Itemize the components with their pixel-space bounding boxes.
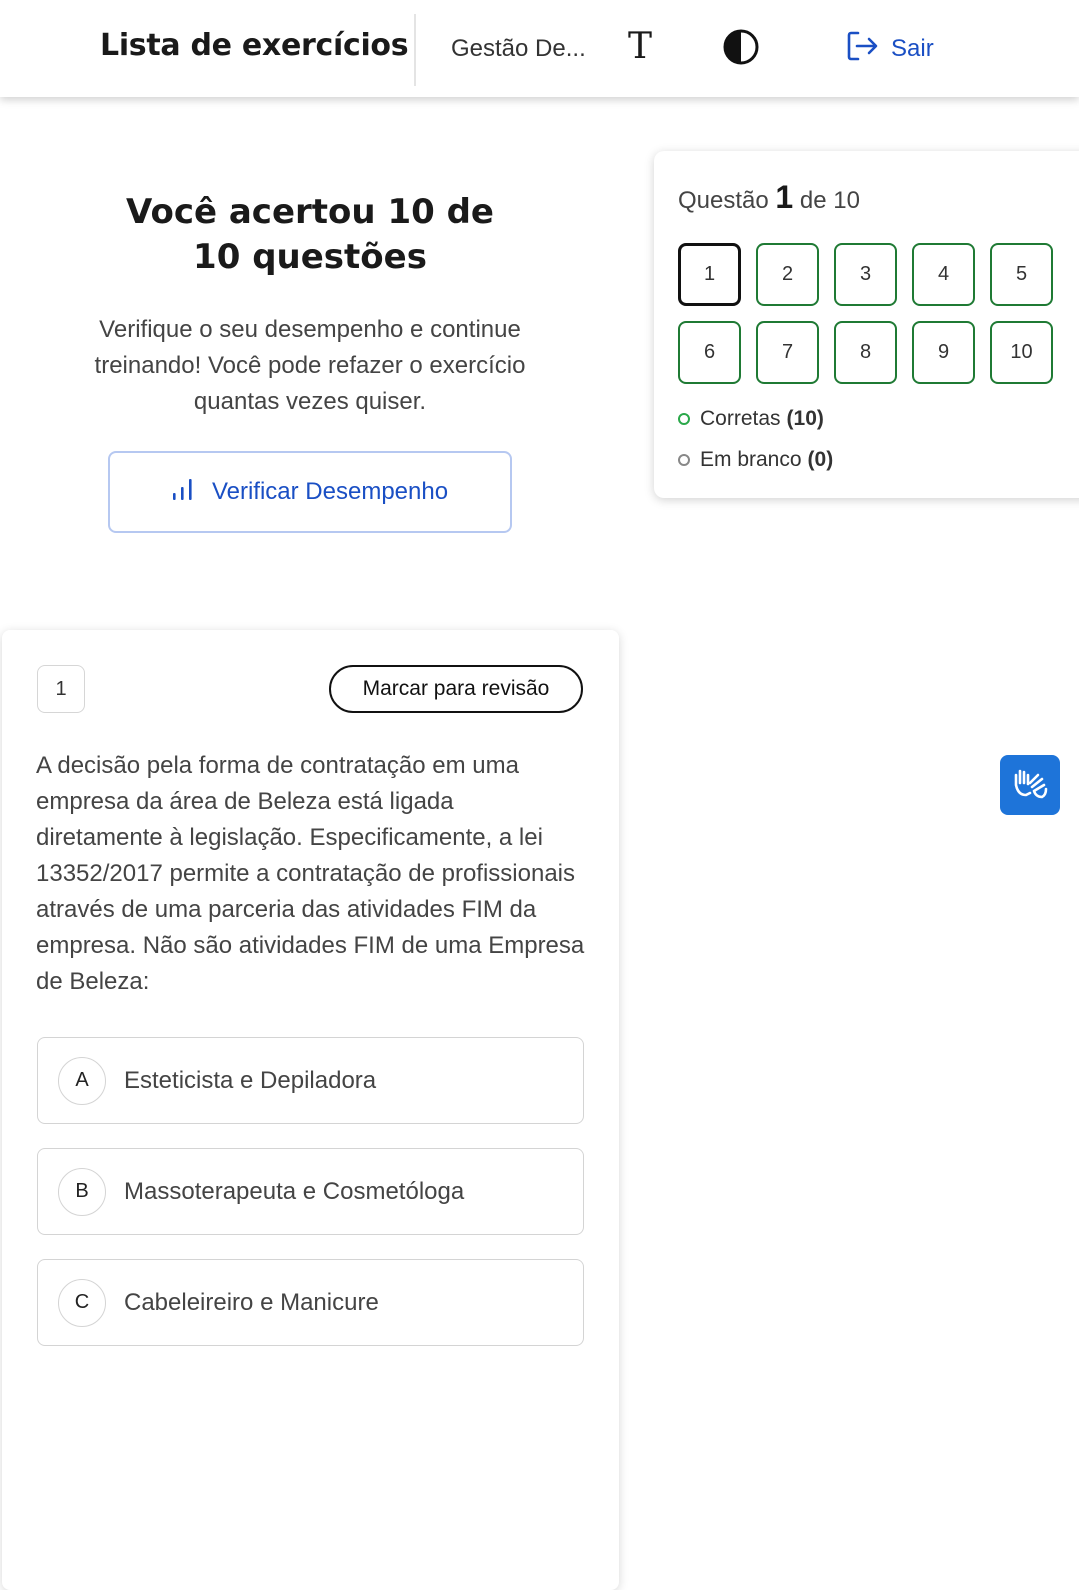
option-text: Cabeleireiro e Manicure [124, 1288, 379, 1316]
question-nav-10[interactable]: 10 [990, 321, 1053, 384]
contrast-icon[interactable] [722, 28, 760, 66]
navigator-current: 1 [775, 179, 794, 215]
legend-correct-count: (10) [786, 407, 824, 430]
top-bar [0, 0, 1079, 97]
question-navigator [654, 151, 1079, 498]
question-nav-9[interactable]: 9 [912, 321, 975, 384]
check-performance-button[interactable] [108, 451, 512, 533]
sign-language-widget-button[interactable] [1000, 755, 1060, 815]
legend-correct [678, 407, 824, 431]
bar-chart-icon [172, 477, 194, 508]
legend-blank [678, 448, 833, 472]
option-a[interactable] [37, 1037, 584, 1124]
result-title: Você acertou 10 de 10 questões [126, 192, 494, 277]
navigator-suffix: de 10 [799, 187, 860, 214]
logout-button[interactable] [845, 30, 934, 68]
navigator-prefix: Questão [678, 187, 769, 214]
check-performance-label: Verificar Desempenho [211, 478, 449, 505]
navigator-heading [678, 179, 860, 216]
result-description: Verifique o seu desempenho e continue treinando! Você pode refazer o exercício quantas vezes quiser. [94, 316, 526, 415]
option-b[interactable] [37, 1148, 584, 1235]
question-nav-1[interactable]: 1 [678, 243, 741, 306]
question-nav-5[interactable]: 5 [990, 243, 1053, 306]
course-name[interactable]: Gestão De... [451, 35, 586, 62]
question-nav-3[interactable]: 3 [834, 243, 897, 306]
option-c[interactable] [37, 1259, 584, 1346]
text-size-icon[interactable]: T [627, 26, 652, 67]
question-nav-2[interactable]: 2 [756, 243, 819, 306]
question-statement: A decisão pela forma de contratação em uma empresa da área de Beleza está ligada diretamente à legislação. Especificamente, a lei 13352/2017 permite a contratação de profissionais através de uma parceria das atividades FIM da empresa. Não são atividades FIM de uma Empresa de Beleza: [36, 752, 585, 995]
option-text: Massoterapeuta e Cosmetóloga [124, 1177, 465, 1205]
option-letter: A [58, 1057, 106, 1105]
option-text: Esteticista e Depiladora [124, 1066, 377, 1094]
result-summary [40, 190, 580, 420]
option-letter: C [58, 1279, 106, 1327]
option-letter: B [58, 1168, 106, 1216]
legend-correct-label: Corretas [700, 407, 781, 430]
sign-language-hands-icon [1010, 763, 1050, 808]
blank-dot-icon [678, 454, 690, 466]
question-nav-6[interactable]: 6 [678, 321, 741, 384]
header-divider [414, 14, 416, 86]
question-nav-4[interactable]: 4 [912, 243, 975, 306]
correct-dot-icon [678, 413, 690, 425]
question-nav-7[interactable]: 7 [756, 321, 819, 384]
legend-blank-label: Em branco [700, 448, 802, 471]
mark-for-review-button[interactable]: Marcar para revisão [329, 665, 583, 713]
question-nav-8[interactable]: 8 [834, 321, 897, 384]
question-card [2, 630, 619, 1590]
page-title: Lista de exercícios [100, 28, 409, 63]
legend-blank-count: (0) [807, 448, 834, 471]
logout-label: Sair [891, 35, 934, 62]
question-number: 1 [37, 665, 85, 713]
logout-icon [845, 29, 879, 70]
